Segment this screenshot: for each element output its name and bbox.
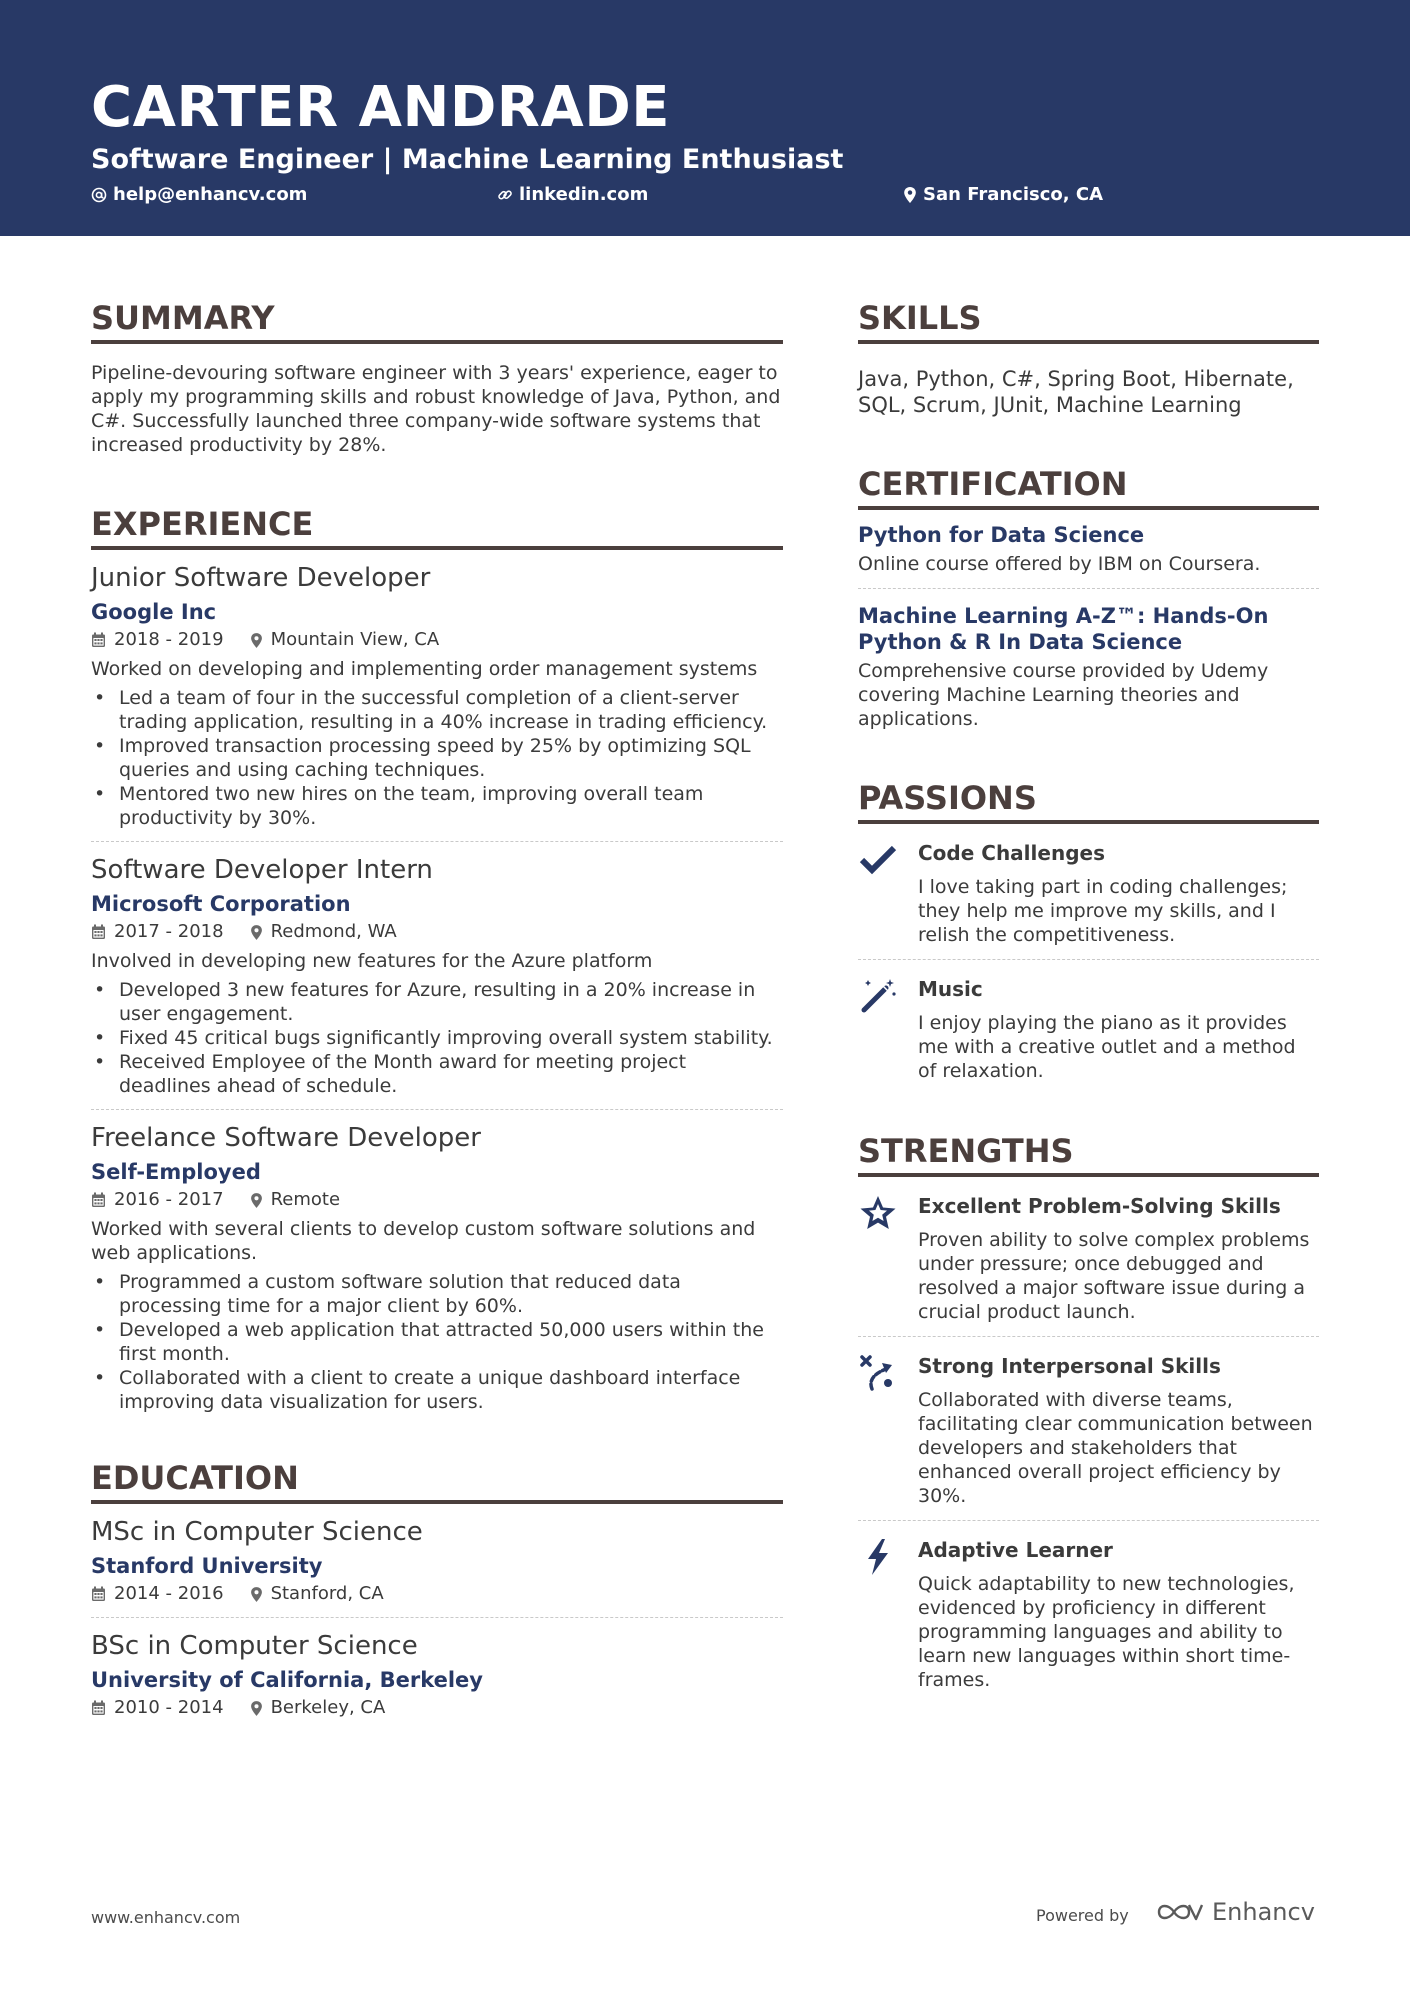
summary-title: SUMMARY	[91, 298, 783, 344]
experience-location: Mountain View, CA	[270, 629, 440, 650]
location-pin-icon	[250, 632, 263, 649]
location-pin-icon	[250, 1192, 263, 1209]
bullet-item: • Led a team of four in the successful completion of a client-server trading application, resulting in a 40% increase in trading efficiency.	[91, 686, 783, 734]
brand-name: Enhancv	[1212, 1898, 1315, 1926]
education-school: University of California, Berkeley	[91, 1668, 483, 1692]
strength-description: Collaborated with diverse teams, facilitating clear communication between developers and stakeholders that enhanced overall project efficiency by 30%.	[918, 1389, 1313, 1507]
calendar-icon	[91, 924, 106, 940]
experience-description: Involved in developing new features for the Azure platform	[91, 950, 653, 972]
link-icon	[497, 187, 513, 203]
passions-title: PASSIONS	[858, 778, 1319, 824]
skills-title: SKILLS	[858, 298, 1319, 344]
bullet-item: • Developed a web application that attracted 50,000 users within the first month.	[91, 1318, 783, 1366]
experience-dates: 2017 - 2018	[114, 921, 224, 942]
contact-location	[903, 184, 1103, 206]
right-column	[858, 298, 1319, 1692]
calendar-icon	[91, 1700, 106, 1716]
education-location: Stanford, CA	[270, 1583, 384, 1604]
education-degree: BSc in Computer Science	[91, 1631, 418, 1661]
calendar-icon	[91, 1586, 106, 1602]
education-meta	[91, 1696, 783, 1720]
education-location: Berkeley, CA	[270, 1697, 386, 1718]
education-meta	[91, 1582, 783, 1606]
experience-entry	[91, 1122, 783, 1414]
experience-description: Worked with several clients to develop custom software solutions and web applications.	[91, 1218, 756, 1264]
passion-name: Music	[918, 977, 983, 1001]
bullet-item: • Fixed 45 critical bugs significantly improving overall system stability.	[91, 1026, 783, 1050]
strength-name: Excellent Problem-Solving Skills	[918, 1194, 1281, 1218]
experience-location: Redmond, WA	[270, 921, 397, 942]
passion-description: I enjoy playing the piano as it provides me with a creative outlet and a method of relaxation.	[918, 1012, 1296, 1082]
bullet-item: • Improved transaction processing speed by 25% by optimizing SQL queries and using caching techniques.	[91, 734, 783, 782]
contact-location-text: San Francisco, CA	[923, 184, 1104, 205]
certification-title: CERTIFICATION	[858, 464, 1319, 510]
certification-description: Online course offered by IBM on Coursera.	[858, 553, 1261, 575]
passion-item	[858, 840, 1319, 947]
education-entry	[91, 1630, 783, 1720]
passion-item	[858, 976, 1319, 1083]
skills-text: Java, Python, C#, Spring Boot, Hibernate, SQL, Scrum, JUnit, Machine Learning	[858, 367, 1294, 417]
location-pin-icon	[250, 924, 263, 941]
strengths-title: STRENGTHS	[858, 1131, 1319, 1177]
location-pin-icon	[903, 186, 917, 204]
strength-item	[858, 1353, 1319, 1508]
passion-description: I love taking part in coding challenges; they help me improve my skills, and I relish the competitiveness.	[918, 876, 1288, 946]
contact-link-text: linkedin.com	[519, 184, 649, 205]
experience-role: Software Developer Intern	[91, 855, 433, 885]
experience-meta	[91, 1188, 783, 1212]
strength-description: Quick adaptability to new technologies, evidenced by proficiency in different programming languages and ability to learn new languages within short time-frames.	[918, 1573, 1295, 1691]
certification-name: Python for Data Science	[858, 523, 1145, 547]
divider	[858, 959, 1319, 960]
bullet-item: • Mentored two new hires on the team, improving overall team productivity by 30%.	[91, 782, 783, 830]
header	[0, 0, 1410, 236]
bullet-item: • Developed 3 new features for Azure, resulting in a 20% increase in user engagement.	[91, 978, 783, 1026]
strength-description: Proven ability to solve complex problems under pressure; once debugged and resolved a major software issue during a crucial product launch.	[918, 1229, 1310, 1323]
magic-wand-icon	[858, 976, 898, 1016]
experience-bullets	[91, 686, 783, 830]
summary-text: Pipeline-devouring software engineer with 3 years' experience, eager to apply my programming skills and robust knowledge of Java, Python, and C#. Successfully launched three company-wide software systems that increased productivity by 28%.	[91, 362, 781, 456]
experience-company: Microsoft Corporation	[91, 892, 351, 916]
experience-meta	[91, 920, 783, 944]
calendar-icon	[91, 632, 106, 648]
experience-bullets	[91, 978, 783, 1098]
location-pin-icon	[250, 1700, 263, 1717]
powered-by-label: Powered by	[1036, 1906, 1129, 1925]
candidate-name: CARTER ANDRADE	[91, 75, 671, 140]
education-entry	[91, 1516, 783, 1606]
experience-role: Junior Software Developer	[91, 563, 431, 593]
divider	[858, 1520, 1319, 1521]
education-dates: 2010 - 2014	[114, 1697, 224, 1718]
calendar-icon	[91, 1192, 106, 1208]
experience-dates: 2018 - 2019	[114, 629, 224, 650]
education-title: EDUCATION	[91, 1458, 783, 1504]
education-school: Stanford University	[91, 1554, 323, 1578]
divider	[91, 1109, 783, 1110]
experience-company: Self-Employed	[91, 1160, 261, 1184]
strength-name: Strong Interpersonal Skills	[918, 1354, 1221, 1378]
certification-name: Machine Learning A-Z™: Hands-On Python & R In Data Science	[858, 604, 1269, 654]
strength-item	[858, 1193, 1319, 1324]
certification-entry	[858, 522, 1319, 576]
bullet-item: • Programmed a custom software solution that reduced data processing time for a major client by 60%.	[91, 1270, 783, 1318]
certification-entry	[858, 603, 1319, 731]
enhancv-logo-icon	[1156, 1899, 1204, 1925]
divider	[91, 1617, 783, 1618]
checkmark-icon	[858, 840, 898, 880]
strength-name: Adaptive Learner	[918, 1538, 1113, 1562]
education-degree: MSc in Computer Science	[91, 1517, 423, 1547]
passion-name: Code Challenges	[918, 841, 1105, 865]
location-pin-icon	[250, 1586, 263, 1603]
experience-title: EXPERIENCE	[91, 504, 783, 550]
strategy-icon	[858, 1353, 898, 1393]
left-column	[91, 298, 783, 1720]
education-dates: 2014 - 2016	[114, 1583, 224, 1604]
footer-url[interactable]: www.enhancv.com	[91, 1908, 241, 1927]
at-icon	[91, 187, 107, 203]
experience-entry	[91, 854, 783, 1098]
contact-link[interactable]	[497, 184, 648, 206]
experience-entry	[91, 562, 783, 830]
brand-logo[interactable]	[1156, 1898, 1315, 1926]
bullet-item: • Received Employee of the Month award for meeting project deadlines ahead of schedule.	[91, 1050, 783, 1098]
contact-email[interactable]	[91, 184, 307, 206]
divider	[91, 841, 783, 842]
certification-description: Comprehensive course provided by Udemy covering Machine Learning theories and applications.	[858, 660, 1269, 730]
contact-email-text: help@enhancv.com	[113, 184, 308, 205]
experience-description: Worked on developing and implementing order management systems	[91, 658, 758, 680]
lightning-icon	[858, 1537, 898, 1577]
divider	[858, 1336, 1319, 1337]
experience-company: Google Inc	[91, 600, 217, 624]
strength-item	[858, 1537, 1319, 1692]
candidate-headline: Software Engineer | Machine Learning Enthusiast	[91, 144, 844, 175]
experience-bullets	[91, 1270, 783, 1414]
experience-role: Freelance Software Developer	[91, 1123, 481, 1153]
experience-dates: 2016 - 2017	[114, 1189, 224, 1210]
bullet-item: • Collaborated with a client to create a unique dashboard interface improving data visualization for users.	[91, 1366, 783, 1414]
experience-meta	[91, 628, 783, 652]
experience-location: Remote	[270, 1189, 341, 1210]
divider	[858, 588, 1319, 589]
star-icon	[858, 1193, 898, 1233]
